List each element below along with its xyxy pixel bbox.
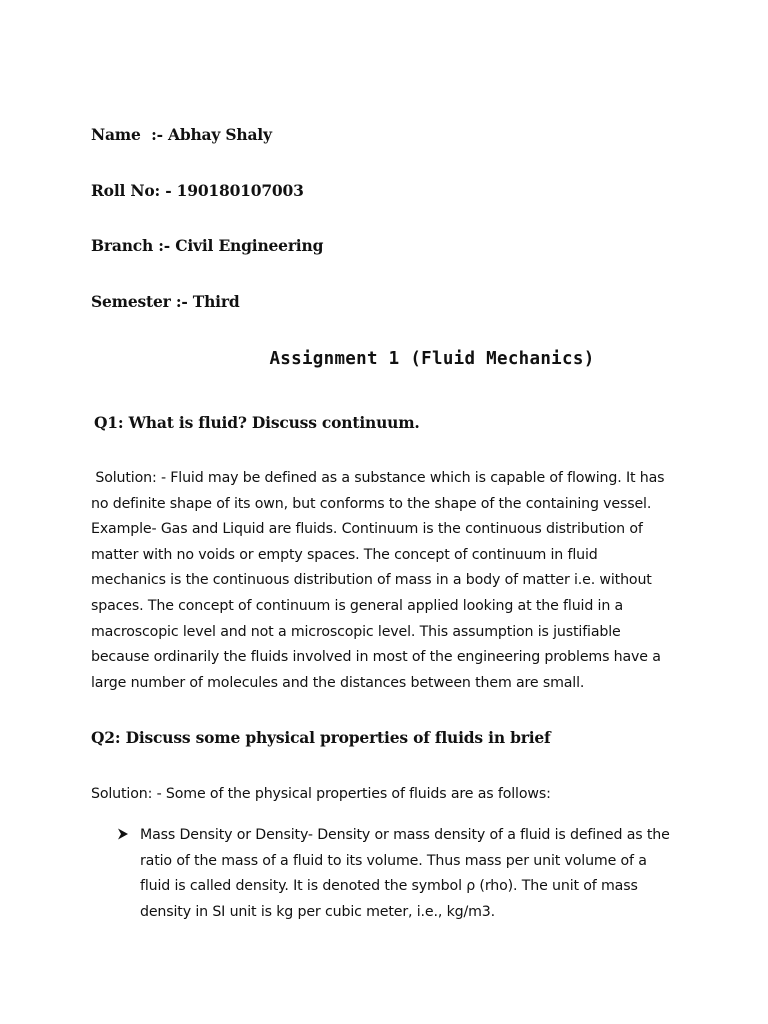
arrow-bullet-icon bbox=[117, 828, 129, 840]
question-1: Q1: What is fluid? Discuss continuum. bbox=[94, 413, 420, 432]
solution-line: macroscopic level and not a microscopic level. This assumption is justifiable bbox=[91, 623, 621, 640]
bullet-line: Mass Density or Density- Density or mass density of a fluid is defined as the bbox=[140, 827, 670, 843]
roll-number: Roll No: - 190180107003 bbox=[91, 181, 304, 200]
solution-line: large number of molecules and the distances between them are small. bbox=[91, 674, 585, 691]
solution-line: matter with no voids or empty spaces. The concept of continuum in fluid bbox=[91, 546, 598, 563]
solution-line: mechanics is the continuous distribution of mass in a body of matter i.e. without bbox=[91, 572, 652, 589]
solution-line: Solution: - Fluid may be defined as a substance which is capable of flowing. It has bbox=[91, 470, 665, 486]
assignment-title: Assignment 1 (Fluid Mechanics) bbox=[269, 349, 595, 369]
question-2: Q2: Discuss some physical properties of fluids in brief bbox=[91, 728, 551, 747]
semester: Semester :- Third bbox=[91, 292, 240, 311]
bullet-line: ratio of the mass of a fluid to its volume. Thus mass per unit volume of a bbox=[140, 852, 647, 869]
solution-line: Example- Gas and Liquid are fluids. Continuum is the continuous distribution of bbox=[91, 521, 643, 538]
bullet-text bbox=[140, 823, 670, 925]
solution-line: no definite shape of its own, but conforms to the shape of the containing vessel. bbox=[91, 495, 652, 512]
q1-solution bbox=[91, 466, 691, 696]
solution-line: spaces. The concept of continuum is general applied looking at the fluid in a bbox=[91, 597, 624, 614]
bullet-line: fluid is called density. It is denoted the symbol ρ (rho). The unit of mass bbox=[140, 878, 638, 895]
bullet-line: density in SI unit is kg per cubic meter, i.e., kg/m3. bbox=[140, 903, 496, 920]
student-name: Name :- Abhay Shaly bbox=[91, 125, 272, 144]
q2-solution-intro: Solution: - Some of the physical properties of fluids are as follows: bbox=[91, 786, 551, 802]
branch: Branch :- Civil Engineering bbox=[91, 236, 324, 255]
solution-line: because ordinarily the fluids involved in most of the engineering problems have a bbox=[91, 649, 661, 666]
